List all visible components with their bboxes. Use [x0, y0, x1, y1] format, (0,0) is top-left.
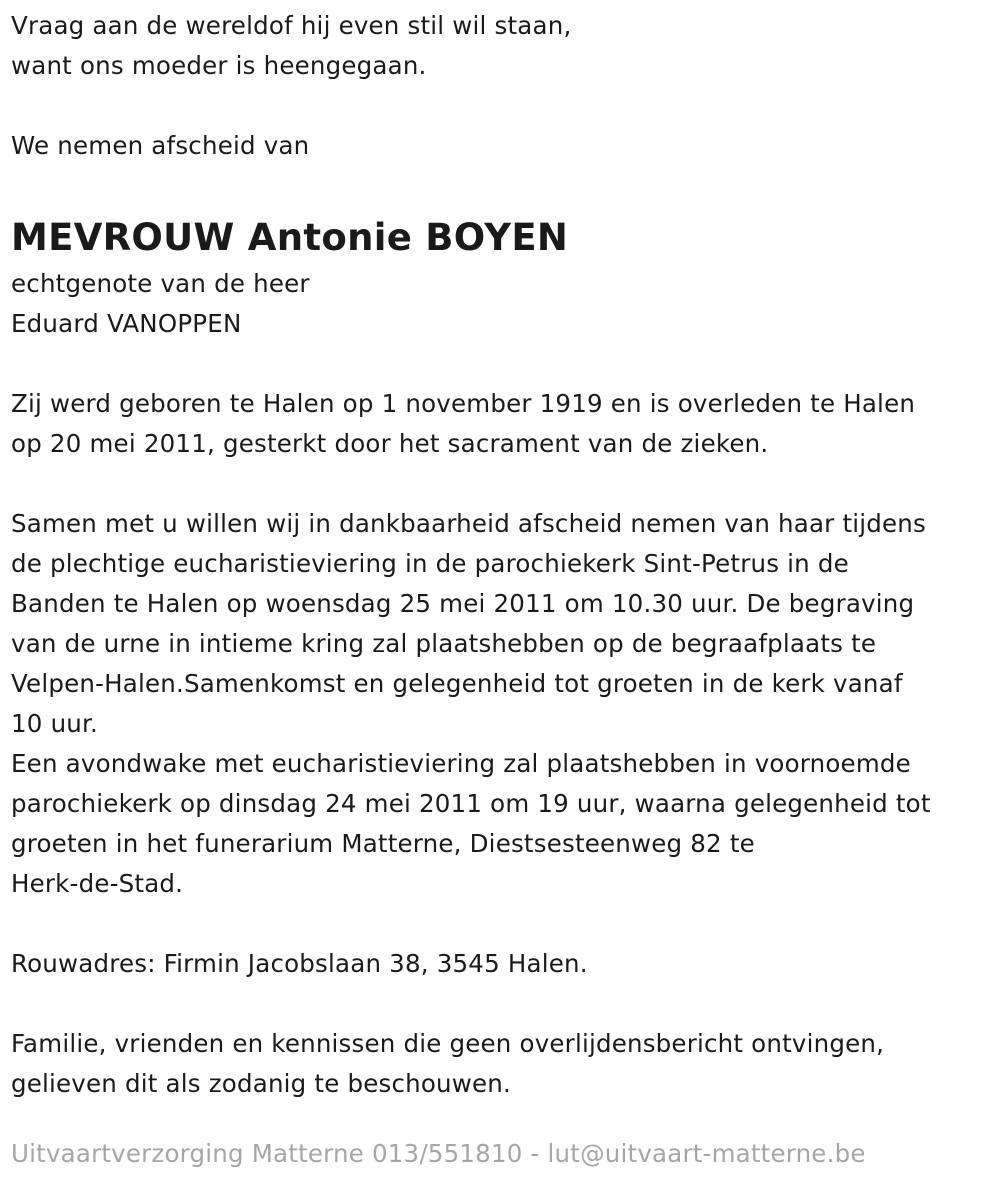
- relation-line: Eduard VANOPPEN: [11, 309, 242, 338]
- closing-line: gelieven dit als zodanig te beschouwen.: [11, 1069, 512, 1098]
- birth-death-line: Zij werd geboren te Halen op 1 november 1919 en is overleden te Halen: [11, 389, 916, 418]
- spacer: [11, 344, 1000, 384]
- birth-death-line: op 20 mei 2011, gesterkt door het sacrament van de zieken.: [11, 429, 769, 458]
- intro-line: want ons moeder is heengegaan.: [11, 51, 427, 80]
- ceremony-line: Velpen-Halen.Samenkomst en gelegenheid tot groeten in de kerk vanaf: [11, 669, 903, 698]
- ceremony-line: Banden te Halen op woensdag 25 mei 2011 om 10.30 uur. De begraving: [11, 589, 915, 618]
- spacer: [11, 904, 1000, 944]
- farewell-intro: We nemen afscheid van: [11, 131, 310, 160]
- wake-line: Een avondwake met eucharistieviering zal plaatshebben in voornoemde: [11, 749, 911, 778]
- wake-line: Herk-de-Stad.: [11, 869, 184, 898]
- relation-line: echtgenote van de heer: [11, 269, 310, 298]
- ceremony-line: van de urne in intieme kring zal plaatshebben op de begraafplaats te: [11, 629, 877, 658]
- ceremony-line: Samen met u willen wij in dankbaarheid afscheid nemen van haar tijdens: [11, 509, 926, 538]
- closing-line: Familie, vrienden en kennissen die geen overlijdensbericht ontvingen,: [11, 1029, 885, 1058]
- funeral-home-footer: Uitvaartverzorging Matterne 013/551810 - lut@uitvaart-matterne.be: [11, 1139, 866, 1168]
- spacer: [11, 166, 1000, 206]
- ceremony-line: 10 uur.: [11, 709, 99, 738]
- wake-line: parochiekerk op dinsdag 24 mei 2011 om 19 uur, waarna gelegenheid tot: [11, 789, 931, 818]
- ceremony-line: de plechtige eucharistieviering in de parochiekerk Sint-Petrus in de: [11, 549, 849, 578]
- deceased-name: MEVROUW Antonie BOYEN: [11, 216, 569, 259]
- spacer: [11, 86, 1000, 126]
- spacer: [11, 984, 1000, 1024]
- intro-line: Vraag aan de wereldof hij even stil wil staan,: [11, 11, 572, 40]
- mourning-address: Rouwadres: Firmin Jacobslaan 38, 3545 Halen.: [11, 949, 588, 978]
- spacer: [11, 464, 1000, 504]
- wake-line: groeten in het funerarium Matterne, Diestsesteenweg 82 te: [11, 829, 755, 858]
